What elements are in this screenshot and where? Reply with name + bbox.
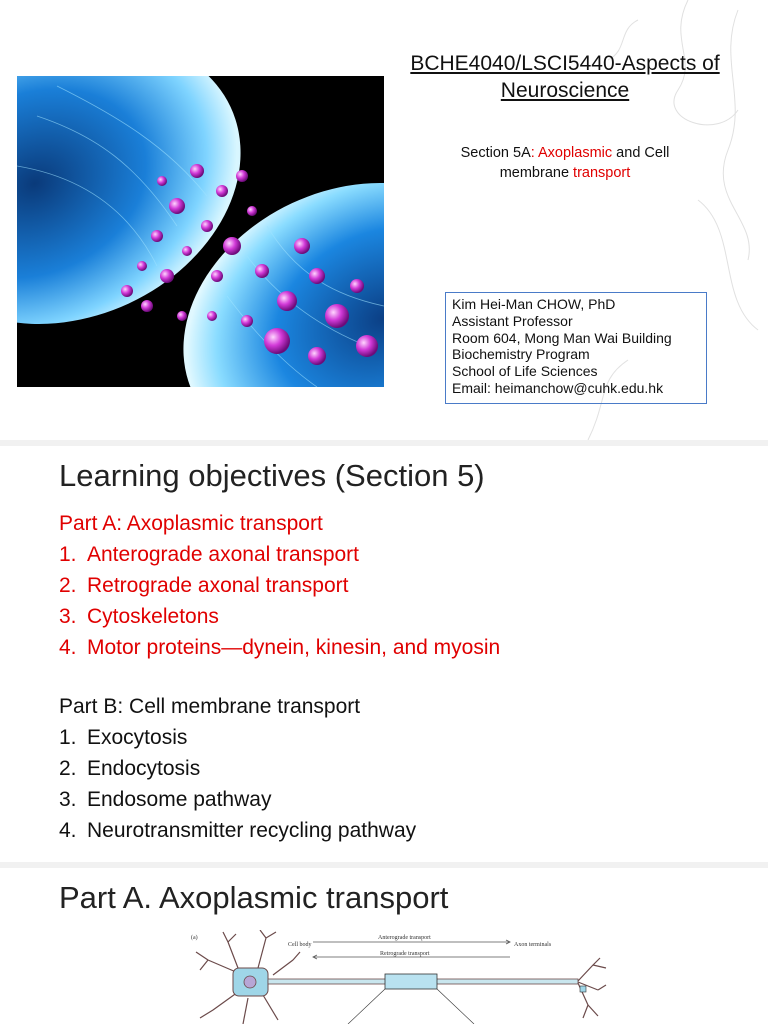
part-b-list bbox=[59, 691, 416, 846]
contact-name: Kim Hei-Man CHOW, PhD bbox=[452, 296, 616, 312]
section-axoplasmic: : Axoplasmic bbox=[530, 145, 613, 161]
section-mid: and Cell bbox=[612, 145, 670, 161]
synapse-illustration bbox=[17, 76, 384, 387]
slide-divider bbox=[0, 440, 768, 446]
neuron-transport-diagram bbox=[188, 930, 608, 1024]
list-item: 2. Retrograde axonal transport bbox=[59, 574, 349, 597]
contact-program: Biochemistry Program bbox=[452, 346, 590, 363]
diagram-anterograde-label: Anterograde transport bbox=[378, 935, 431, 941]
contact-box bbox=[445, 292, 707, 404]
section-membrane: membrane bbox=[499, 165, 574, 181]
objectives-heading: Learning objectives (Section 5) bbox=[59, 458, 485, 493]
section-subtitle bbox=[436, 143, 694, 183]
course-title-line2: Neuroscience bbox=[500, 79, 630, 102]
part-a-heading: Part A. Axoplasmic transport bbox=[59, 880, 449, 915]
list-item: 4. Motor proteins—dynein, kinesin, and myosin bbox=[59, 636, 501, 659]
contact-school: School of Life Sciences bbox=[452, 363, 598, 380]
section-transport: transport bbox=[573, 165, 631, 181]
list-item: 4. Neurotransmitter recycling pathway bbox=[59, 819, 417, 842]
part-a-list bbox=[59, 508, 500, 663]
slide-divider bbox=[0, 862, 768, 868]
title-slide bbox=[0, 0, 768, 440]
diagram-retrograde-label: Retrograde transport bbox=[380, 951, 430, 957]
contact-email: Email: heimanchow@cuhk.edu.hk bbox=[452, 379, 664, 396]
list-item: 3. Cytoskeletons bbox=[59, 605, 219, 628]
list-item: 3. Endosome pathway bbox=[59, 788, 272, 811]
contact-position: Assistant Professor bbox=[452, 312, 573, 329]
contact-room: Room 604, Mong Man Wai Building bbox=[452, 329, 672, 346]
course-title-line1: BCHE4040/LSCI5440-Aspects of bbox=[410, 52, 720, 75]
part-b-title: Part B: Cell membrane transport bbox=[59, 695, 361, 718]
diagram-axon-terminals-label: Axon terminals bbox=[514, 942, 552, 948]
list-item: 1. Exocytosis bbox=[59, 726, 188, 749]
section-prefix: Section 5A bbox=[460, 145, 531, 161]
diagram-cell-body-label: Cell body bbox=[288, 942, 312, 948]
list-item: 1. Anterograde axonal transport bbox=[59, 543, 360, 566]
diagram-panel-label: (a) bbox=[191, 935, 198, 941]
part-a-title: Part A: Axoplasmic transport bbox=[59, 512, 323, 535]
list-item: 2. Endocytosis bbox=[59, 757, 201, 780]
course-title bbox=[400, 50, 730, 104]
